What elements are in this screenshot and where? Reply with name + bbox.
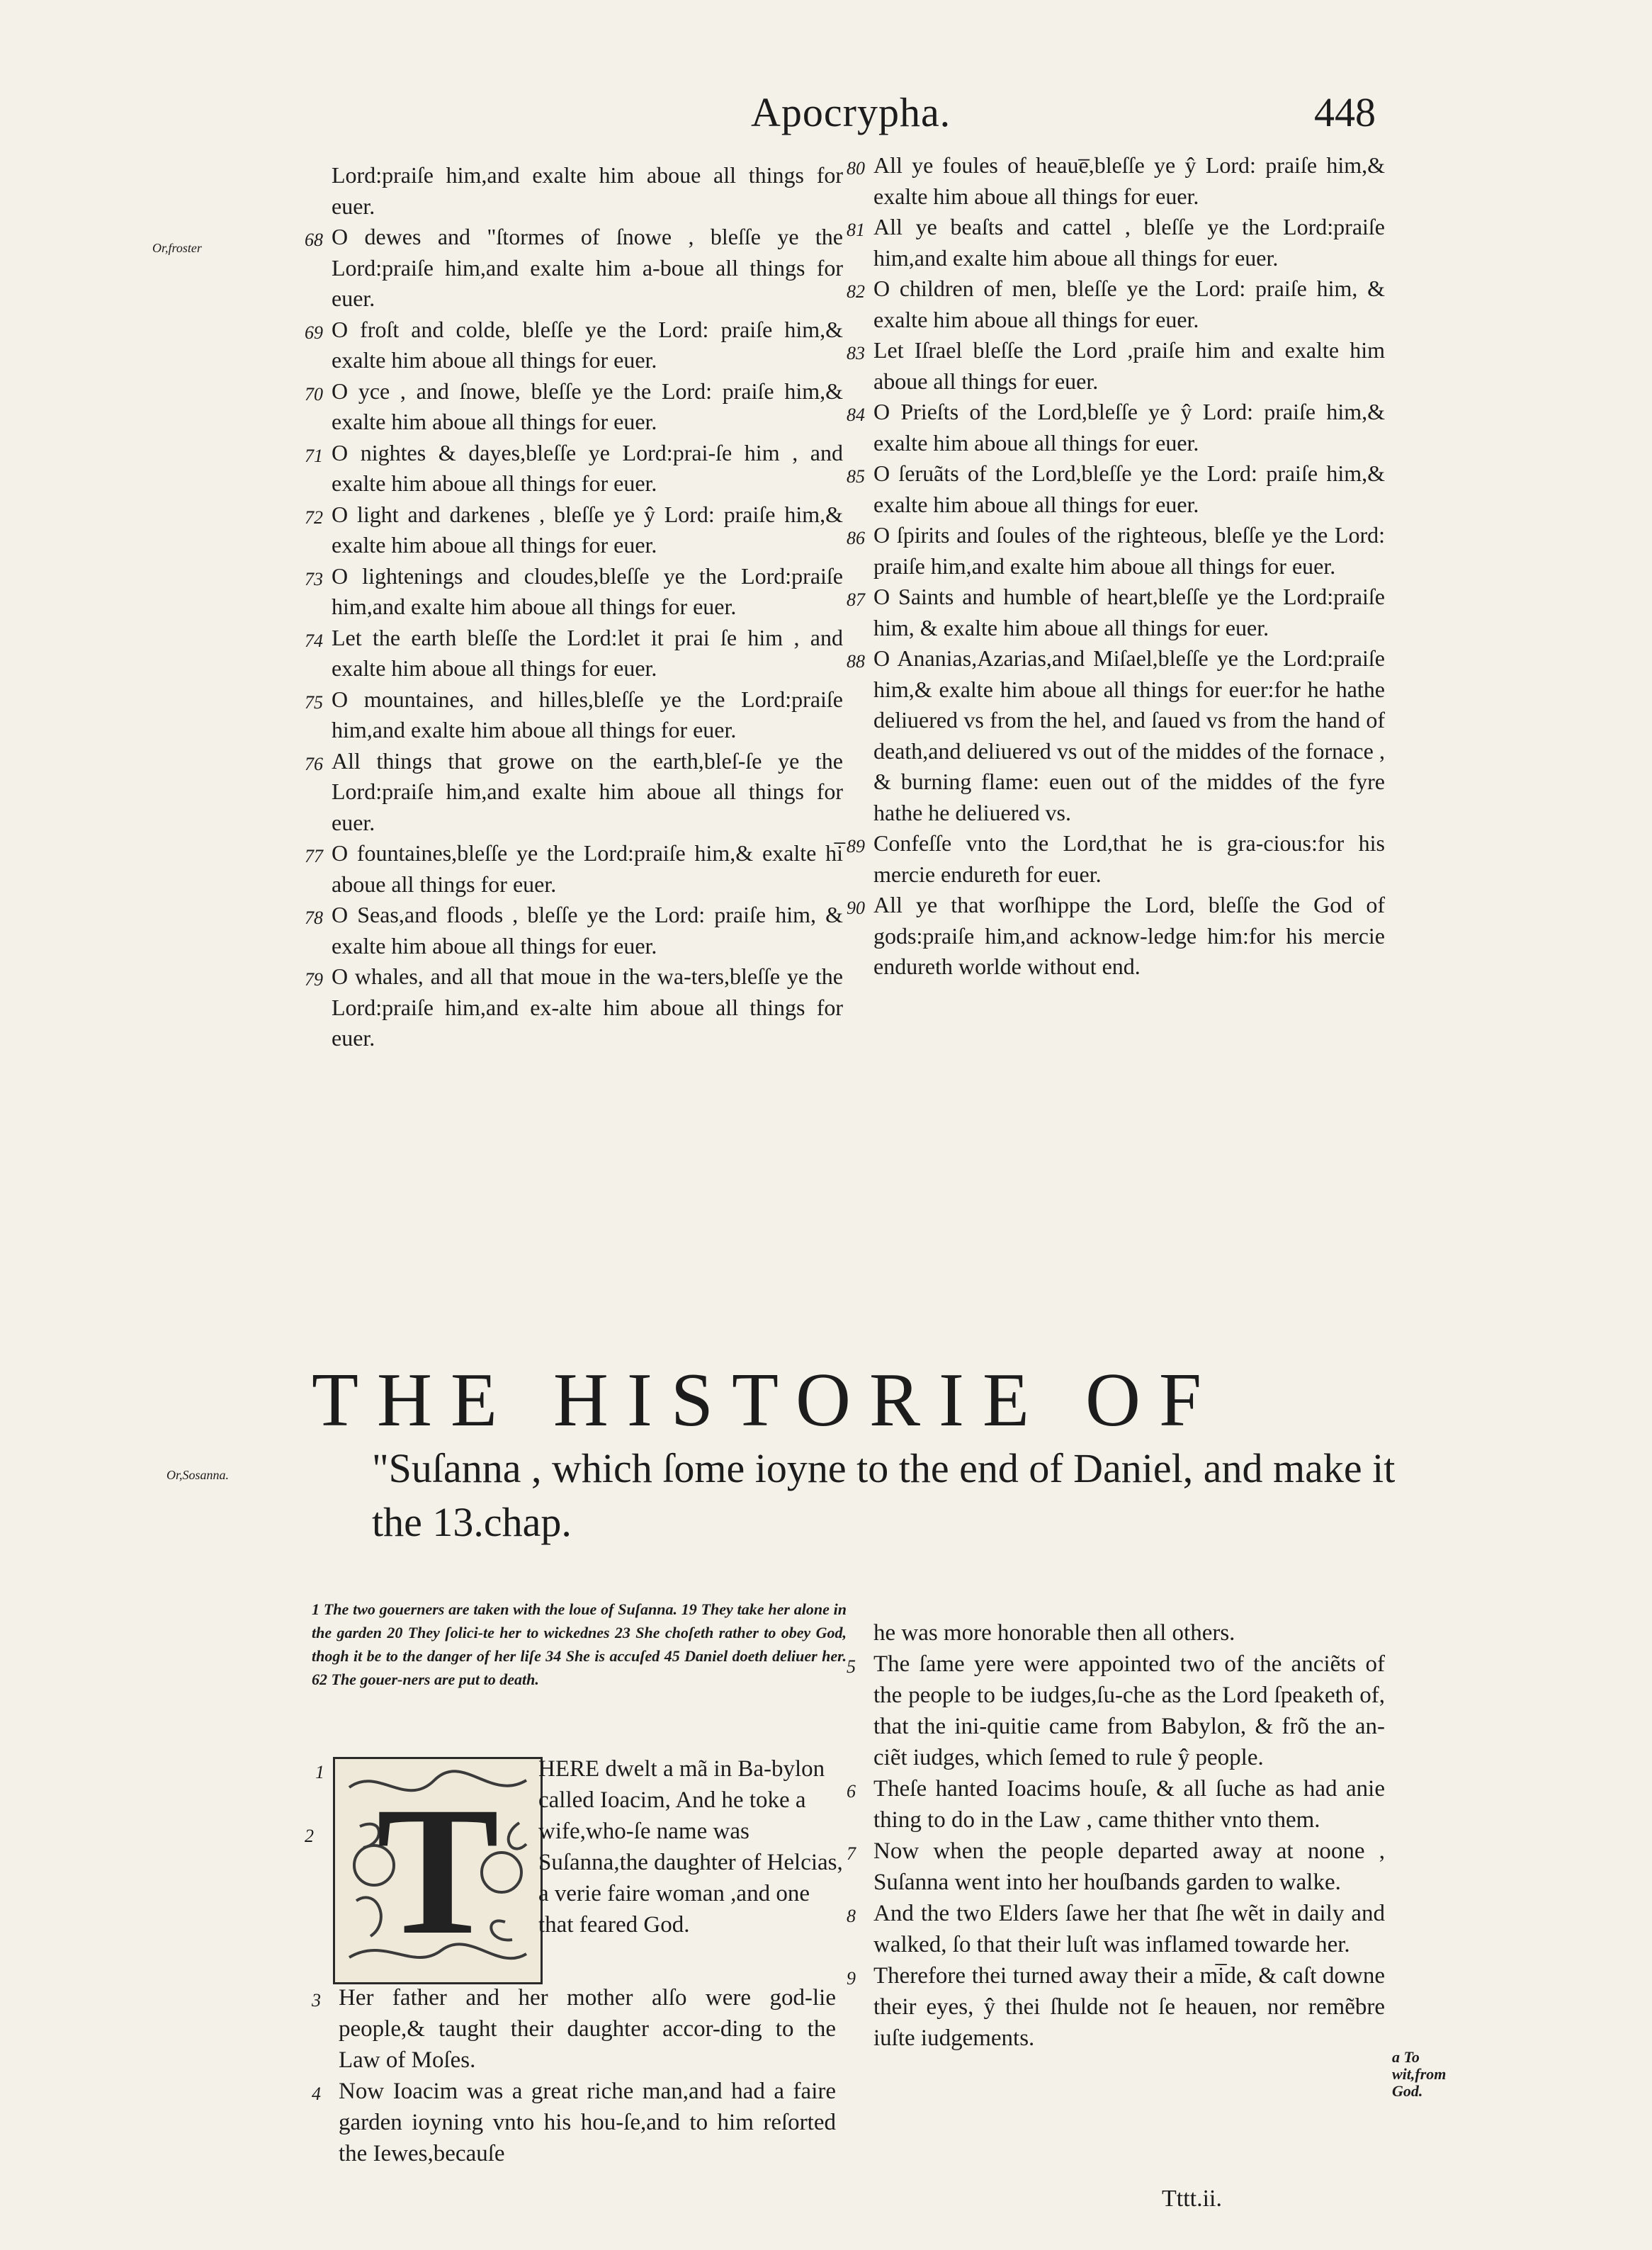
verse-number: 73: [305, 568, 323, 589]
verse-number: 78: [305, 908, 323, 928]
verse: [847, 890, 1385, 983]
verse-number: 84: [847, 405, 865, 425]
verse: [305, 746, 843, 839]
verse-text: O froſt and colde, bleſſe ye the Lord: praiſe him,& exalte him aboue all things for euer.: [332, 316, 843, 373]
chapter-summary: 1 The two gouerners are taken with the loue of Suſanna. 19 They take her alone in the garden 20 They ſolici-te her to wickednes 23 She choſeth rather to obey God, thogh it be to the danger of her liſe 34 She is accuſed 45 Daniel doeth deliuer her. 62 The gouer-ners are put to death.: [312, 1600, 847, 1688]
decorated-initial: [333, 1757, 543, 1984]
verse: [305, 961, 843, 1054]
verse-text: O Saints and humble of heart,bleſſe ye the Lord:praiſe him, & exalte him aboue all things for euer.: [873, 584, 1385, 640]
verse-number: 1: [315, 1762, 324, 1782]
verse-text: O children of men, bleſſe ye the Lord: praiſe him, & exalte him aboue all things for euer.: [873, 276, 1385, 332]
verse-number: 3: [312, 1990, 321, 2011]
chapter-title: THE HISTORIE OF: [312, 1358, 1221, 1442]
verse-text: All ye that worſhippe the Lord, bleſſe the God of gods:praiſe him,and acknow-ledge him:for his mercie endureth worlde without end.: [873, 892, 1385, 979]
verse-number: 70: [305, 383, 323, 405]
verse: [847, 397, 1385, 458]
verse: [847, 643, 1385, 828]
verse-text: O Seas,and floods , bleſſe ye the Lord: praiſe him, & exalte him aboue all things for euer.: [332, 902, 843, 959]
verse: [305, 315, 843, 376]
verse-number: 7: [847, 1843, 856, 1864]
verse-number: 72: [305, 507, 323, 528]
verse-number: 6: [847, 1781, 856, 1802]
verse-number: 76: [305, 753, 323, 774]
verse-number: 71: [305, 445, 323, 466]
initial-letter: T: [376, 1768, 499, 1973]
verse-number: 4: [312, 2084, 321, 2104]
verse-1-text: HERE dwelt a mã in Ba-bylon called Ioacim,: [538, 1756, 825, 1813]
verse: [305, 222, 843, 315]
verse: [847, 582, 1385, 643]
page-number: 448: [1314, 89, 1376, 135]
verse-text: The ſame yere were appointed two of the anciẽts of the people to be iudges,ſu-che as the Lord ſpeaketh of, that the ini-quitie came from Babylon, & frõ the an-ciẽt iudges, which ſemed to rule ŷ people.: [873, 1651, 1385, 1770]
verse: [305, 623, 843, 684]
left-column: [305, 160, 843, 1054]
verse: [847, 150, 1385, 212]
verse-2-text: And he toke a wife,who-ſe name was Suſanna,the daughter of Helcias, a verie faire woman ,and one that feared God.: [538, 1787, 843, 1938]
verse-number: 87: [847, 589, 865, 610]
verse-text: O yce , and ſnowe, bleſſe ye the Lord: praiſe him,& exalte him aboue all things for euer.: [332, 378, 843, 434]
verse-text: O lightenings and cloudes,bleſſe ye the Lord:praiſe him,and exalte him aboue all things for euer.: [332, 562, 843, 619]
verse: [305, 376, 843, 438]
verse: [847, 1773, 1385, 1836]
verse-number: 90: [847, 898, 865, 918]
susanna-left-column: [312, 1982, 836, 2169]
verse: [847, 1836, 1385, 1898]
verse-number: 89: [847, 836, 865, 857]
verse-number: 82: [847, 281, 865, 302]
running-head: Apocrypha.: [751, 89, 951, 135]
verse-text: O Ananias,Azarias,and Miſael,bleſſe ye the Lord:praiſe him,& exalte him aboue all things for euer:for he hathe deliuered vs from the hel, and ſaued vs from the hand of death,and deliuered vs out of the middes of the fornace , & burning flame: euen out of the middes of the fyre hathe he deliuered vs.: [873, 645, 1385, 825]
verse: [847, 458, 1385, 520]
verse-text: O light and darkenes , bleſſe ye ŷ Lord: praiſe him,& exalte him aboue all things for euer.: [332, 501, 843, 558]
verse: [305, 838, 843, 900]
verse: [847, 1898, 1385, 1960]
verse-number: 9: [847, 1968, 856, 1989]
verse: [305, 561, 843, 623]
chapter-subtitle: "Suſanna , which ſome ioyne to the end of Daniel, and make it the 13.chap.: [372, 1445, 1396, 1545]
verse-text: O mountaines, and hilles,bleſſe ye the Lord:praiſe him,and exalte him aboue all things for euer.: [332, 686, 843, 742]
verse-number: 8: [847, 1906, 856, 1926]
margin-note-susanna: Or,Sosanna.: [166, 1468, 230, 1482]
verse-text: Theſe hanted Ioacims houſe, & all ſuche as had anie thing to do in the Law , came thither vnto them.: [873, 1776, 1385, 1833]
verse: [312, 2076, 836, 2169]
susanna-right-column: [847, 1617, 1385, 2054]
verse-text: O nightes & dayes,bleſſe ye Lord:prai-ſe him , and exalte him aboue all things for euer.: [332, 439, 843, 496]
verse-number: 74: [305, 630, 323, 651]
verse-text: Therefore thei turned away their a mi̅de, & caſt downe their eyes, ŷ thei ſhulde not ſe heauen, nor remẽbre iuſte iudgements.: [873, 1963, 1385, 2051]
verse-number: 77: [305, 846, 323, 866]
verse: [847, 828, 1385, 890]
verse: [305, 900, 843, 961]
verse-number: 79: [305, 969, 323, 990]
verse: [847, 520, 1385, 582]
verse-number: 68: [305, 230, 323, 250]
verse-text: Now Ioacim was a great riche man,and had a faire garden ioyning vnto his hou-ſe,and to him reſorted the Iewes,becauſe: [339, 2079, 836, 2166]
verse-text: O Prieſts of the Lord,bleſſe ye ŷ Lord: praiſe him,& exalte him aboue all things for euer.: [873, 399, 1385, 456]
verse-number: 85: [847, 466, 865, 487]
verse: [305, 684, 843, 746]
verse: [847, 1649, 1385, 1773]
right-column: [847, 150, 1385, 983]
verse-text: O ſeruãts of the Lord,bleſſe ye the Lord: praiſe him,& exalte him aboue all things for euer.: [873, 460, 1385, 517]
verse-text: Lord:praiſe him,and exalte him aboue all things for euer.: [332, 162, 843, 219]
verse-text: All ye beaſts and cattel , bleſſe ye the Lord:praiſe him,and exalte him aboue all things for euer.: [873, 214, 1385, 271]
verse-text: O ſpirits and ſoules of the righteous, bleſſe ye the Lord: praiſe him,and exalte him aboue all things for euer.: [873, 522, 1385, 579]
verse: [847, 212, 1385, 273]
verse-number: 80: [847, 158, 865, 179]
verse: [847, 1960, 1385, 2054]
verse-text: And the two Elders ſawe her that ſhe wẽt in daily and walked, ſo that their luſt was inflamed towarde her.: [873, 1901, 1385, 1957]
verse-number: 81: [847, 220, 865, 240]
verse-number: 75: [305, 691, 323, 713]
verse: [312, 1982, 836, 2076]
verse-number: 5: [847, 1656, 856, 1677]
verse: [305, 438, 843, 499]
verse-text: Her father and her mother alſo were god-lie people,& taught their daughter accor-ding to the Law of Moſes.: [339, 1985, 836, 2073]
verse-number: 69: [305, 322, 323, 343]
verse-text: O whales, and all that moue in the wa-ters,bleſſe ye the Lord:praiſe him,and ex-alte him aboue all things for euer.: [332, 963, 843, 1051]
verse-text: O fountaines,bleſſe ye the Lord:praiſe him,& exalte hi̅ aboue all things for euer.: [332, 840, 843, 897]
signature-mark: Tttt.ii.: [1162, 2186, 1222, 2212]
verse-text: All ye foules of heaue̅,bleſſe ye ŷ Lord: praiſe him,& exalte him aboue all things for euer.: [873, 152, 1385, 209]
verse-text: O dewes and "ſtormes of ſnowe , bleſſe ye the Lord:praiſe him,and exalte him a-boue all things for euer.: [332, 224, 843, 311]
verse: [847, 273, 1385, 335]
verse: [305, 160, 843, 222]
verse-text: Let Iſrael bleſſe the Lord ,praiſe him and exalte him aboue all things for euer.: [873, 337, 1385, 394]
verse-number: 88: [847, 651, 865, 672]
opening-verses: [538, 1753, 843, 1940]
verse-text: All things that growe on the earth,bleſ-ſe ye the Lord:praiſe him,and exalte him aboue all things for euer.: [332, 747, 843, 835]
verse-number: 2: [305, 1826, 314, 1846]
verse-text: Confeſſe vnto the Lord,that he is gra-cious:for his mercie endureth for euer.: [873, 830, 1385, 887]
verse-text: Now when the people departed away at noone , Suſanna went into her houſbands garden to walke.: [873, 1838, 1385, 1895]
verse-text: Let the earth bleſſe the Lord:let it prai ſe him , and exalte him aboue all things for euer.: [332, 624, 843, 681]
verse: [305, 499, 843, 561]
margin-note-minde: a To wit,from God.: [1392, 2048, 1447, 2100]
verse-number: 86: [847, 528, 865, 548]
verse: [847, 335, 1385, 397]
margin-note-stormes: Or,froster: [152, 241, 202, 255]
verse-text: he was more honorable then all others.: [873, 1620, 1235, 1646]
verse: [847, 1617, 1385, 1649]
verse-number: 83: [847, 343, 865, 363]
